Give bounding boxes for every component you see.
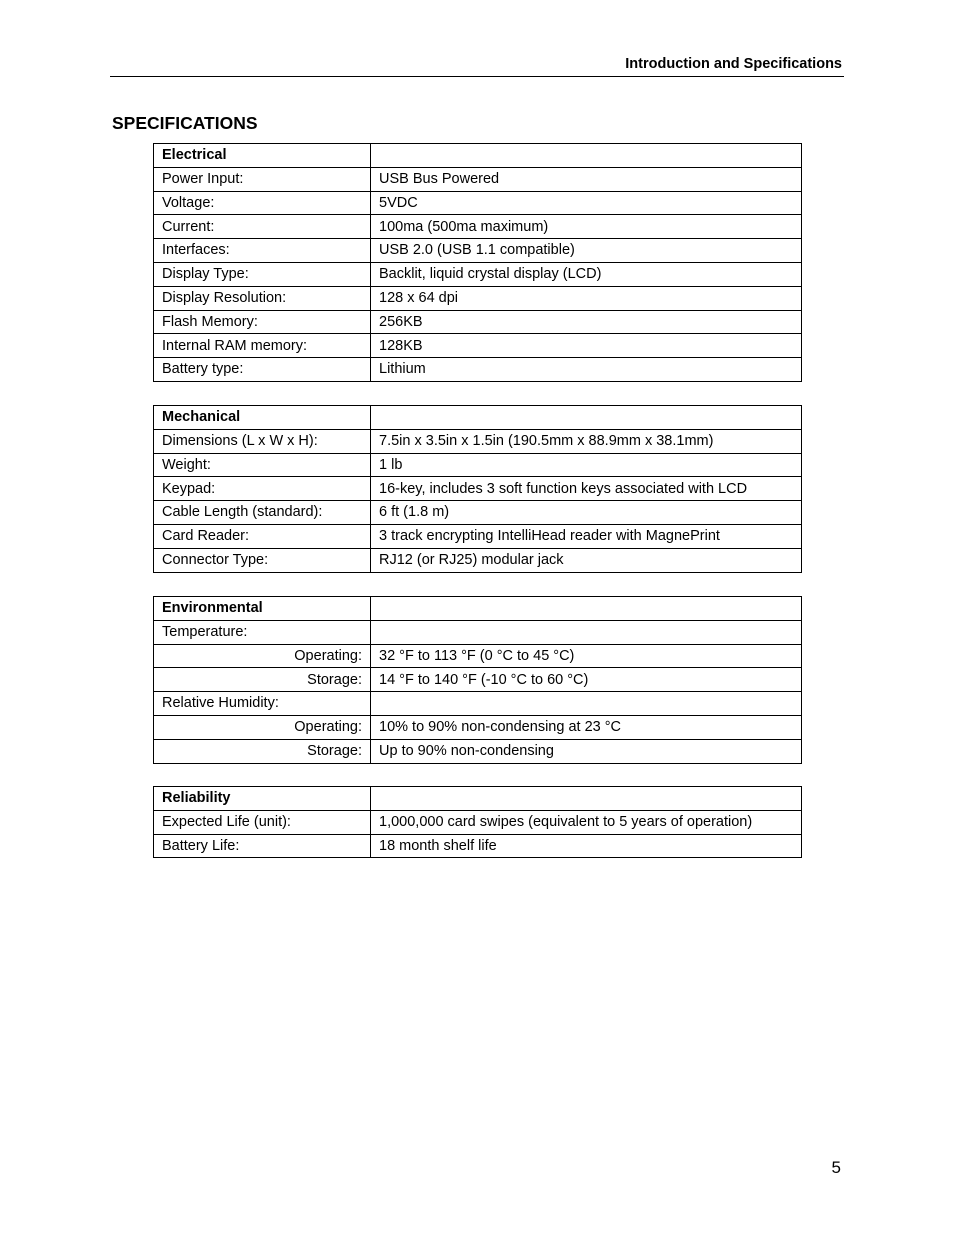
spec-label: Temperature: <box>154 620 371 644</box>
table-row <box>154 191 802 215</box>
reliability-spec-table <box>153 786 802 858</box>
table-row <box>154 262 802 286</box>
spec-value: 10% to 90% non-condensing at 23 °C <box>371 715 802 739</box>
table-row <box>154 215 802 239</box>
spec-value: Up to 90% non-condensing <box>371 739 802 763</box>
table-row <box>154 453 802 477</box>
spec-label: Display Type: <box>154 262 371 286</box>
spec-label: Connector Type: <box>154 548 371 572</box>
table-row <box>154 358 802 382</box>
spec-label: Flash Memory: <box>154 310 371 334</box>
spec-label: Power Input: <box>154 167 371 191</box>
spec-value: 6 ft (1.8 m) <box>371 501 802 525</box>
spec-value: 7.5in x 3.5in x 1.5in (190.5mm x 88.9mm x 38.1mm) <box>371 429 802 453</box>
table-row <box>154 501 802 525</box>
spec-value: 32 °F to 113 °F (0 °C to 45 °C) <box>371 644 802 668</box>
spec-value: 3 track encrypting IntelliHead reader with MagnePrint <box>371 524 802 548</box>
table-row <box>154 477 802 501</box>
table-row <box>154 739 802 763</box>
table-row <box>154 810 802 834</box>
table-row <box>154 429 802 453</box>
table-row <box>154 310 802 334</box>
table-heading-blank <box>371 406 802 430</box>
spec-label: Battery type: <box>154 358 371 382</box>
table-heading: Electrical <box>154 144 371 168</box>
environmental-spec-table <box>153 596 802 764</box>
spec-label: Card Reader: <box>154 524 371 548</box>
spec-value: 100ma (500ma maximum) <box>371 215 802 239</box>
spec-sublabel: Operating: <box>154 715 371 739</box>
spec-label: Battery Life: <box>154 834 371 858</box>
table-row <box>154 668 802 692</box>
spec-value: 256KB <box>371 310 802 334</box>
spec-value: 16-key, includes 3 soft function keys associated with LCD <box>371 477 802 501</box>
spec-value: 1 lb <box>371 453 802 477</box>
spec-label: Cable Length (standard): <box>154 501 371 525</box>
table-row <box>154 334 802 358</box>
spec-value: 1,000,000 card swipes (equivalent to 5 years of operation) <box>371 810 802 834</box>
spec-value: USB Bus Powered <box>371 167 802 191</box>
spec-value: 18 month shelf life <box>371 834 802 858</box>
spec-sublabel: Operating: <box>154 644 371 668</box>
spec-label: Voltage: <box>154 191 371 215</box>
spec-sublabel: Storage: <box>154 668 371 692</box>
table-heading-blank <box>371 787 802 811</box>
table-heading: Mechanical <box>154 406 371 430</box>
electrical-spec-table <box>153 143 802 382</box>
spec-value: Lithium <box>371 358 802 382</box>
spec-label: Dimensions (L x W x H): <box>154 429 371 453</box>
spec-label: Display Resolution: <box>154 286 371 310</box>
spec-value: 5VDC <box>371 191 802 215</box>
spec-label: Interfaces: <box>154 239 371 263</box>
spec-label: Internal RAM memory: <box>154 334 371 358</box>
table-row <box>154 715 802 739</box>
table-header-row <box>154 597 802 621</box>
table-row <box>154 286 802 310</box>
table-heading: Reliability <box>154 787 371 811</box>
spec-label: Keypad: <box>154 477 371 501</box>
table-header-row <box>154 144 802 168</box>
table-row <box>154 548 802 572</box>
table-heading-blank <box>371 144 802 168</box>
spec-label: Expected Life (unit): <box>154 810 371 834</box>
spec-value: 128 x 64 dpi <box>371 286 802 310</box>
table-header-row <box>154 787 802 811</box>
spec-value: Backlit, liquid crystal display (LCD) <box>371 262 802 286</box>
table-row <box>154 524 802 548</box>
spec-label: Weight: <box>154 453 371 477</box>
table-row <box>154 620 802 644</box>
spec-label: Current: <box>154 215 371 239</box>
table-row <box>154 834 802 858</box>
section-heading: SPECIFICATIONS <box>112 113 258 133</box>
mechanical-spec-table <box>153 405 802 573</box>
spec-label: Relative Humidity: <box>154 692 371 716</box>
spec-value: 14 °F to 140 °F (-10 °C to 60 °C) <box>371 668 802 692</box>
spec-value <box>371 620 802 644</box>
table-row <box>154 239 802 263</box>
page-number: 5 <box>831 1158 841 1177</box>
table-row <box>154 167 802 191</box>
spec-value: 128KB <box>371 334 802 358</box>
header-rule <box>110 76 844 77</box>
spec-value: RJ12 (or RJ25) modular jack <box>371 548 802 572</box>
spec-value <box>371 692 802 716</box>
table-row <box>154 692 802 716</box>
table-heading-blank <box>371 597 802 621</box>
spec-sublabel: Storage: <box>154 739 371 763</box>
running-header: Introduction and Specifications <box>625 56 842 72</box>
table-row <box>154 644 802 668</box>
table-header-row <box>154 406 802 430</box>
spec-value: USB 2.0 (USB 1.1 compatible) <box>371 239 802 263</box>
table-heading: Environmental <box>154 597 371 621</box>
